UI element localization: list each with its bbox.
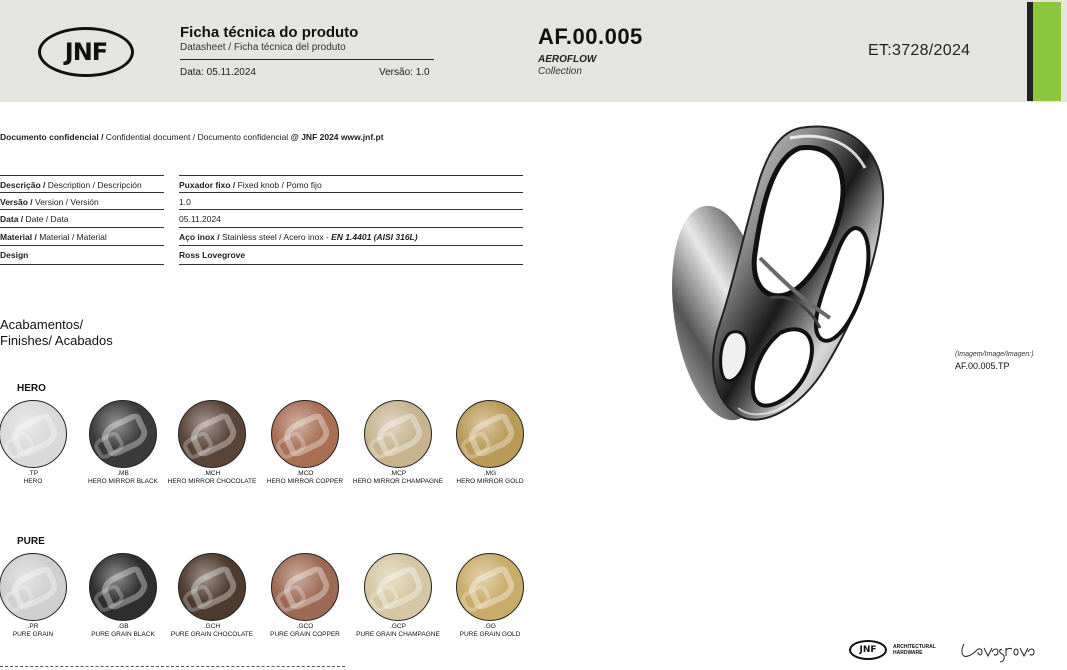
- finish-name: PURE GRAIN CHOCOLATE: [170, 631, 254, 638]
- finish-code: .GG: [484, 623, 496, 630]
- header-band: [0, 0, 1067, 102]
- spec-label-rest: Description / Descripción: [45, 180, 142, 190]
- collection-label: Collection: [538, 66, 582, 77]
- finish-group-label: PURE: [17, 536, 45, 547]
- finish-swatch: [456, 553, 524, 621]
- finishes-title: [0, 317, 113, 349]
- finish-name: HERO MIRROR BLACK: [87, 478, 159, 485]
- image-caption: (Imagem/Image/Imagen:): [955, 351, 1034, 358]
- finish-swatch: [271, 400, 339, 468]
- jnf-logo: [38, 27, 134, 77]
- page-subtitle: Datasheet / Ficha técnica del produto: [180, 42, 346, 53]
- spec-label-bold: Design: [0, 250, 29, 260]
- finish-label: [255, 470, 355, 486]
- spec-label-rest: Material / Material: [36, 232, 107, 242]
- finish-code: .MG: [483, 470, 497, 477]
- spec-label: [0, 245, 164, 263]
- spec-label: [0, 175, 164, 193]
- finish-name: PURE GRAIN: [12, 631, 54, 638]
- document-version: Versão: 1.0: [379, 67, 430, 78]
- finishes-title-line2: Finishes/ Acabados: [0, 333, 113, 348]
- finish-label: [440, 470, 540, 486]
- lovegrove-signature: [958, 636, 1064, 666]
- spec-value-bold: Puxador fixo /: [179, 180, 236, 190]
- finish-swatch: [89, 553, 157, 621]
- spec-value-bold: Ross Lovegrove: [179, 250, 246, 260]
- spec-label-bold: Material /: [0, 232, 37, 242]
- confidential-text: Confidential document / Documento confidencial: [103, 132, 291, 142]
- spec-value: [179, 175, 523, 193]
- spec-value-rest: 1.0: [179, 197, 191, 207]
- spec-table-bottom-right: [179, 264, 523, 265]
- finish-swatch: [271, 553, 339, 621]
- accent-bar-green: [1033, 2, 1061, 101]
- spec-label-bold: Versão /: [0, 197, 33, 207]
- spec-table-bottom-left: [0, 264, 164, 265]
- title-block: [180, 24, 434, 53]
- footer-jnf-logo: [849, 640, 887, 660]
- finish-swatch: [456, 400, 524, 468]
- spec-label: [0, 227, 164, 245]
- title-divider: [180, 59, 434, 60]
- finish-name: PURE GRAIN BLACK: [91, 631, 155, 638]
- finish-name: HERO MIRROR CHOCOLATE: [167, 478, 257, 485]
- finish-label: [73, 623, 173, 639]
- spec-value: [179, 227, 523, 245]
- finish-label: [440, 623, 540, 639]
- finish-swatch: [0, 400, 67, 468]
- finish-swatch: [0, 553, 67, 621]
- finish-label: [0, 470, 83, 486]
- finish-swatch: [89, 400, 157, 468]
- dashed-divider: [0, 666, 345, 667]
- finish-code: .GCO: [296, 623, 314, 630]
- finish-swatch: [178, 400, 246, 468]
- finish-code: .MCO: [296, 470, 314, 477]
- footer-tagline: [893, 645, 936, 656]
- spec-value: [179, 192, 523, 210]
- footer-tagline-2: HARDWARE: [893, 649, 923, 656]
- finish-label: [0, 623, 83, 639]
- spec-value: [179, 209, 523, 227]
- finish-label: [348, 470, 448, 486]
- finish-name: HERO MIRROR COPPER: [266, 478, 344, 485]
- product-knob-render: [650, 118, 900, 438]
- spec-label: [0, 209, 164, 227]
- finish-name: PURE GRAIN CHAMPAGNE: [356, 631, 440, 638]
- et-code: ET:3728/2024: [868, 42, 971, 59]
- finish-name: HERO MIRROR CHAMPAGNE: [352, 478, 444, 485]
- finish-code: .TP: [27, 470, 39, 477]
- spec-value-rest: Stainless steel / Acero inox -: [219, 232, 332, 242]
- spec-value-rest: 05.11.2024: [179, 214, 221, 224]
- finish-name: PURE GRAIN COPPER: [270, 631, 340, 638]
- finish-group-label: HERO: [17, 383, 46, 394]
- spec-value-emphasis: EN 1.4401 (AISI 316L): [331, 232, 418, 242]
- jnf-logo-text: JNF: [64, 38, 108, 66]
- footer-tagline-1: ARCHITECTURAL: [893, 644, 936, 650]
- finish-code: .GB: [117, 623, 129, 630]
- finish-swatch: [364, 553, 432, 621]
- image-code: AF.00.005.TP: [955, 361, 1010, 371]
- collection-name: AEROFLOW: [538, 54, 597, 65]
- finish-label: [162, 470, 262, 486]
- finish-code: .PR: [27, 623, 39, 630]
- finish-code: .MCP: [389, 470, 407, 477]
- confidential-notice: [0, 132, 384, 142]
- finish-label: [162, 623, 262, 639]
- spec-label-bold: Descrição /: [0, 180, 46, 190]
- finish-code: .MB: [117, 470, 129, 477]
- document-date: Data: 05.11.2024: [180, 67, 256, 78]
- page-title: Ficha técnica do produto: [180, 24, 359, 41]
- finish-code: .GCH: [203, 623, 221, 630]
- finish-label: [73, 470, 173, 486]
- finish-code: .MCH: [203, 470, 221, 477]
- spec-label-bold: Data /: [0, 214, 24, 224]
- confidential-brand: @ JNF 2024 www.jnf.pt: [290, 132, 384, 142]
- spec-label-rest: Version / Versión: [32, 197, 99, 207]
- spec-label: [0, 192, 164, 210]
- finish-name: HERO MIRROR GOLD: [456, 478, 524, 485]
- spec-value-bold: Aço inox /: [179, 232, 220, 242]
- finish-label: [348, 623, 448, 639]
- finish-name: HERO: [23, 478, 43, 485]
- confidential-lead: Documento confidencial /: [0, 132, 104, 142]
- finish-name: PURE GRAIN GOLD: [459, 631, 521, 638]
- finish-swatch: [178, 553, 246, 621]
- finish-code: .GCP: [390, 623, 406, 630]
- spec-value: [179, 245, 523, 263]
- finish-label: [255, 623, 355, 639]
- product-code: AF.00.005: [538, 24, 643, 49]
- footer-logo-text: JNF: [859, 645, 877, 655]
- spec-label-rest: Date / Data: [23, 214, 69, 224]
- finish-swatch: [364, 400, 432, 468]
- spec-value-rest: Fixed knob / Pomo fijo: [235, 180, 322, 190]
- finishes-title-line1: Acabamentos/: [0, 317, 84, 332]
